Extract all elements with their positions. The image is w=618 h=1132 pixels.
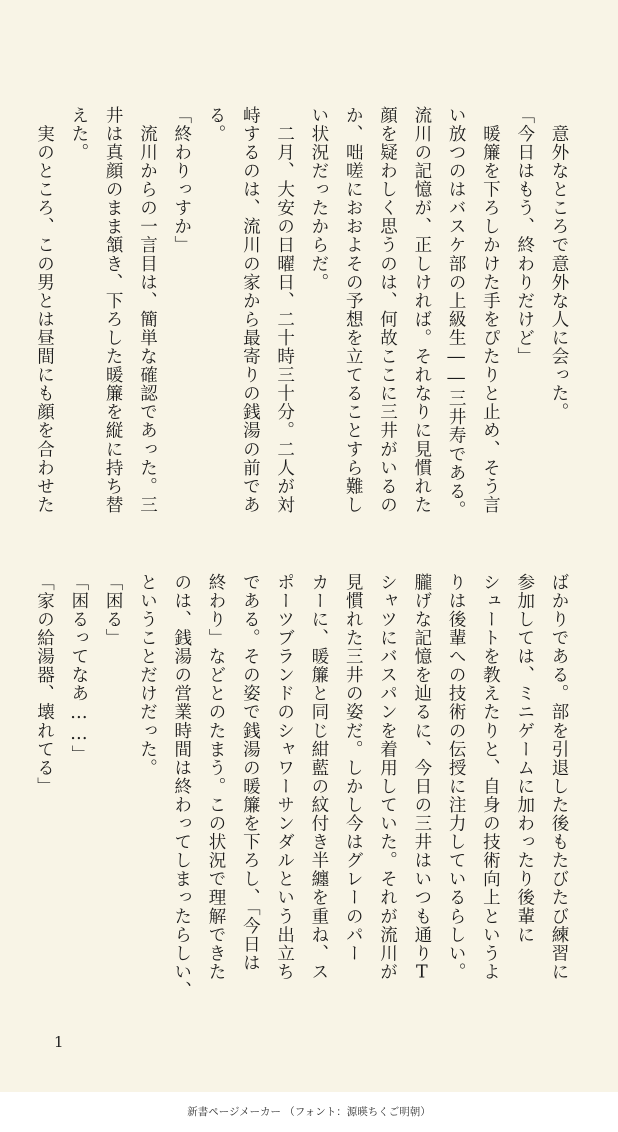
text-line: のは、銭湯の営業時間は終わってしまったらしい、 xyxy=(171,573,192,1000)
text-line: ポーツブランドのシャワーサンダルという出立ち xyxy=(274,573,295,982)
text-line: か、咄嗟におおよその予想を立てることすら難し xyxy=(343,106,364,515)
top-text-block xyxy=(27,106,576,536)
text-line: 実のところ、この男とは昼間にも顔を合わせた xyxy=(34,106,55,515)
text-line: 「家の給湯器、壊れてる」 xyxy=(34,573,55,796)
text-line: りは後輩への技術の伝授に注力しているらしい。 xyxy=(446,573,467,982)
text-line: 朧げな記憶を辿るに、今日の三井はいつも通りT xyxy=(411,573,432,984)
text-line: 「終わりっすか」 xyxy=(171,106,192,255)
text-line: 見慣れた三井の姿だ。しかし今はグレーのパー xyxy=(343,573,364,963)
page-number: 1 xyxy=(54,1033,64,1051)
text-line: 峙するのは、流川の家から最寄りの銭湯の前であ xyxy=(240,106,261,515)
text-line: である。その姿で銭湯の暖簾を下ろし、「今日は xyxy=(240,573,261,973)
text-line: 参加しては、ミニゲームに加わったり後輩に xyxy=(514,573,535,944)
text-line: えた。 xyxy=(68,106,89,162)
text-line: 暖簾を下ろしかけた手をぴたりと止め、そう言 xyxy=(480,106,501,515)
text-line: い放つのはバスケ部の上級生――三井寿である。 xyxy=(446,106,467,520)
text-line: シュートを教えたりと、自身の技術向上というよ xyxy=(480,573,501,982)
text-line: い状況だったからだ。 xyxy=(308,106,329,292)
text-line: 終わり」などとのたまう。この状況で理解できた xyxy=(206,573,227,982)
text-line: る。 xyxy=(206,106,227,144)
text-line: 「今日はもう、終わりだけど」 xyxy=(514,106,535,366)
text-line: ばかりである。部を引退した後もたびたび練習に xyxy=(549,573,569,982)
text-line: 二月、大安の日曜日、二十時三十分。二人が対 xyxy=(274,106,295,515)
text-line: 流川の記憶が、正しければ。それなりに見慣れた xyxy=(411,106,432,515)
text-line: カーに、暖簾と同じ紺藍の紋付き半纏を重ね、ス xyxy=(308,573,329,982)
text-line: ということだけだった。 xyxy=(137,573,158,778)
text-line: 「困る」 xyxy=(103,573,124,648)
text-line: シャツにバスパンを着用していた。それが流川が xyxy=(377,573,398,982)
text-line: 顔を疑わしく思うのは、何故ここに三井がいるの xyxy=(377,106,398,515)
text-line: 井は真顔のまま頷き、下ろした暖簾を縦に持ち替 xyxy=(103,106,124,515)
text-line: 意外なところで意外な人に会った。 xyxy=(549,106,569,422)
bottom-text-block xyxy=(27,573,576,1003)
text-line: 「困るってなあ……」 xyxy=(68,573,89,764)
footer-credit: 新書ページメーカー （フォント：源暎ちくご明朝） xyxy=(0,1092,618,1132)
text-line: 流川からの一言目は、簡単な確認であった。三 xyxy=(137,106,158,515)
